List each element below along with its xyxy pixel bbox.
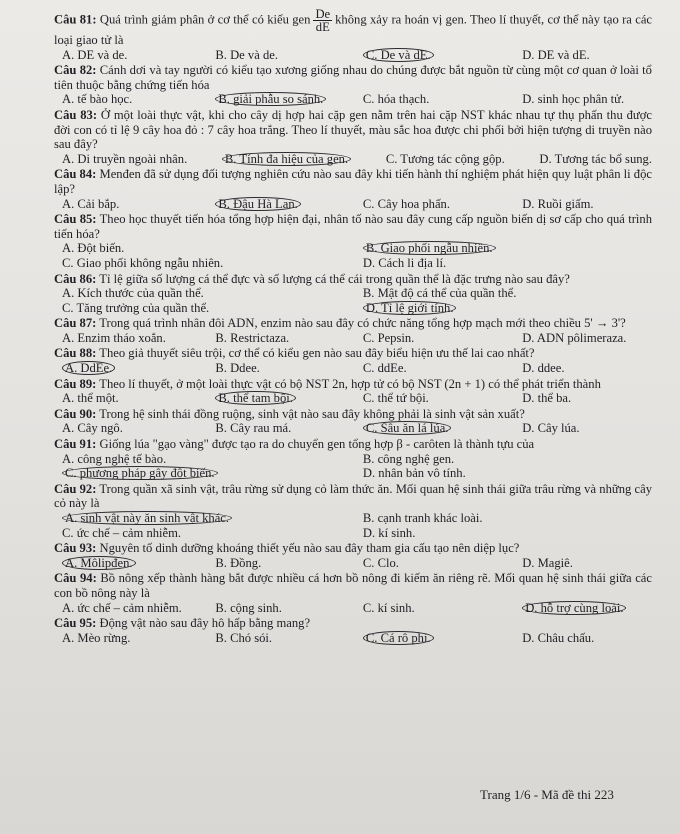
question-text: Quá trình giảm phân ở cơ thể có kiểu gen <box>99 12 311 27</box>
answer-options <box>54 197 652 212</box>
question-text: Cánh dơi và tay người có kiểu tạo xương giống nhau do chúng được bắt nguồn từ cùng một cơ quan ở loài tổ tiên thuộc bằng chứng tiến hóa <box>54 63 652 92</box>
answer-option <box>62 361 215 376</box>
answer-option <box>62 511 363 526</box>
answer-option <box>215 601 363 616</box>
answer-option <box>62 92 215 107</box>
answer-option-label: D. Cây lúa. <box>522 421 580 436</box>
question-block <box>54 437 652 481</box>
answer-option <box>62 197 215 212</box>
question-block <box>54 541 652 570</box>
question-text: Nguyên tố dinh dưỡng khoáng thiết yếu nào sau đây tham gia cấu tạo nên diệp lục? <box>99 541 520 556</box>
answer-option <box>62 48 215 63</box>
answer-option-label: B. Chó sói. <box>215 630 273 645</box>
answer-option <box>363 526 652 541</box>
answer-option-label: B. Mật độ cá thể của quần thể. <box>362 286 517 301</box>
question-stem <box>54 407 652 422</box>
answer-option-label: D. kí sinh. <box>362 525 416 540</box>
answer-option-label: C. ddEe. <box>362 361 407 376</box>
question-text: Tỉ lệ giữa số lượng cá thể đực và số lượng cá thể cái trong quần thể là đặc trưng nào sau đây? <box>99 271 570 286</box>
question-text: Theo giả thuyết siêu trội, cơ thể có kiểu gen nào sau đây biểu hiện ưu thế lai cao nhất? <box>99 346 535 361</box>
question-number: Câu 84: <box>54 167 97 182</box>
answer-option <box>62 556 215 571</box>
answer-option <box>215 421 363 436</box>
answer-options <box>54 286 652 315</box>
question-block <box>54 63 652 107</box>
answer-option-label: A. tế bào học. <box>62 92 133 107</box>
answer-option-label: D. Châu chấu. <box>522 630 595 645</box>
answer-options <box>54 421 652 436</box>
genotype-fraction <box>313 8 332 33</box>
answer-option <box>215 391 363 406</box>
answer-options <box>54 452 652 481</box>
answer-option-label-circled: B. thể tam bội. <box>215 391 296 405</box>
answer-option-label: D. Tương tác bổ sung. <box>539 151 652 166</box>
answer-option <box>363 452 652 467</box>
answer-option <box>215 331 363 346</box>
answer-option-label-circled: C. Sâu ăn lá lúa. <box>363 421 452 435</box>
fraction-denominator: dE <box>315 20 330 34</box>
question-block <box>54 272 652 316</box>
answer-option <box>363 92 522 107</box>
answer-option <box>363 466 652 481</box>
question-number: Câu 94: <box>54 571 97 586</box>
question-stem <box>54 571 652 600</box>
answer-option <box>62 526 363 541</box>
answer-option <box>215 197 363 212</box>
question-block <box>54 377 652 406</box>
question-number: Câu 86: <box>54 271 97 286</box>
answer-option <box>363 48 522 63</box>
answer-option <box>522 361 652 376</box>
question-stem <box>54 346 652 361</box>
question-stem <box>54 316 652 331</box>
answer-option-label: B. công nghệ gen. <box>362 451 455 466</box>
answer-option <box>522 601 652 616</box>
question-number: Câu 85: <box>54 212 97 227</box>
answer-option <box>363 511 652 526</box>
answer-options <box>54 152 652 167</box>
answer-option <box>363 421 522 436</box>
question-stem <box>54 482 652 511</box>
question-list <box>54 8 652 645</box>
answer-option <box>363 361 522 376</box>
answer-option-label: B. Ddee. <box>215 361 260 376</box>
answer-option-label: D. DE và dE. <box>522 47 590 62</box>
answer-option <box>522 556 652 571</box>
answer-option-label-circled: C. phương pháp gây đột biến. <box>62 466 218 480</box>
answer-options <box>54 48 652 63</box>
question-number: Câu 81: <box>54 12 97 27</box>
question-text: Động vật nào sau đây hô hấp bằng mang? <box>99 616 311 631</box>
answer-option-label: A. thể một. <box>62 391 119 406</box>
answer-option-label: A. ức chế – cảm nhiễm. <box>62 600 182 615</box>
question-stem <box>54 616 652 631</box>
question-text: Giống lúa "gạo vàng" được tạo ra do chuyển gen tổng hợp β - carôten là thành tựu của <box>99 437 535 452</box>
question-stem <box>54 272 652 287</box>
answer-option <box>62 631 215 646</box>
question-stem <box>54 212 652 241</box>
answer-option <box>363 631 522 646</box>
answer-option-label: D. Cách li địa lí. <box>362 255 447 270</box>
answer-option <box>62 286 363 301</box>
answer-option <box>62 241 363 256</box>
answer-option <box>62 301 363 316</box>
answer-option-label: C. kí sinh. <box>362 600 415 615</box>
question-text: Trong quá trình nhân đôi ADN, enzim nào sau đây có chức năng tổng hợp mạch mới theo chiều 5' → 3'? <box>99 316 626 331</box>
answer-option-label: A. Kích thước của quần thể. <box>62 286 204 301</box>
answer-option-label-circled: C. De và dE. <box>363 48 434 62</box>
answer-option <box>522 631 652 646</box>
answer-option-label: A. công nghệ tế bào. <box>62 451 167 466</box>
answer-option-label: C. thể tứ bội. <box>362 391 429 406</box>
answer-option-label: B. Cây rau má. <box>215 421 292 436</box>
answer-option-label: C. Pepsin. <box>362 330 415 345</box>
question-block <box>54 108 652 166</box>
answer-options <box>54 361 652 376</box>
question-stem <box>54 167 652 196</box>
answer-option <box>522 391 652 406</box>
answer-option-label: D. Magiê. <box>522 555 573 570</box>
answer-option <box>363 331 522 346</box>
answer-option-label: A. Cải bắp. <box>62 196 120 211</box>
question-text: Ở một loài thực vật, khi cho cây dị hợp hai cặp gen nằm trên hai cặp NST khác nhau tự thụ phấn thu được đời con có tỉ lệ 9 cây hoa đỏ : 7 cây hoa trắng. Theo lí thuyết, màu sắc hoa được chi phối bởi hiện tượng di truyền nào sau đây? <box>54 107 652 152</box>
question-number: Câu 83: <box>54 107 98 122</box>
question-text: Theo lí thuyết, ở một loài thực vật có bộ NST 2n, hợp tử có bộ NST (2n + 1) có thể phát triển thành <box>99 376 601 391</box>
answer-option-label-circled: B. giải phẫu so sánh. <box>215 92 326 106</box>
answer-option <box>62 601 215 616</box>
answer-option-label: B. cộng sinh. <box>215 600 282 615</box>
answer-option-label-circled: A. DdEe. <box>62 361 115 375</box>
answer-option-label: D. nhân bản vô tính. <box>362 466 466 481</box>
question-text: Bồ nông xếp thành hàng bắt được nhiều cá hơn bồ nông đi kiếm ăn riêng rẽ. Mối quan hệ sinh thái giữa các con bồ nông này là <box>54 571 652 600</box>
question-stem <box>54 63 652 92</box>
answer-options <box>54 92 652 107</box>
answer-option <box>522 92 652 107</box>
answer-option-label-circled: D. Tỉ lệ giới tính. <box>363 301 457 315</box>
answer-option <box>215 92 363 107</box>
answer-option <box>522 421 652 436</box>
question-number: Câu 90: <box>54 406 97 421</box>
page-footer: Trang 1/6 - Mã đề thi 223 <box>480 787 614 802</box>
question-stem <box>54 377 652 392</box>
answer-option-label: B. De và de. <box>215 47 278 62</box>
answer-option-label-circled: D. hỗ trợ cùng loài. <box>522 601 626 615</box>
answer-option <box>363 391 522 406</box>
answer-option-label: B. Đồng. <box>215 555 262 570</box>
question-number: Câu 89: <box>54 376 97 391</box>
question-text: Menđen đã sử dụng đối tượng nghiên cứu nào sau đây khi tiến hành thí nghiệm phát hiện quy luật phân li độc lập? <box>54 167 652 196</box>
question-block <box>54 616 652 645</box>
question-number: Câu 88: <box>54 346 97 361</box>
question-number: Câu 82: <box>54 63 97 78</box>
answer-option-label: B. cạnh tranh khác loài. <box>362 511 483 525</box>
answer-option-label-circled: A. Môlipđen. <box>62 556 136 570</box>
answer-option <box>215 361 363 376</box>
answer-option <box>363 197 522 212</box>
question-number: Câu 93: <box>54 541 97 556</box>
answer-option <box>522 48 652 63</box>
answer-option-label: C. hóa thạch. <box>362 92 430 107</box>
answer-options <box>54 331 652 346</box>
answer-option-label: C. Tương tác cộng gộp. <box>385 151 505 166</box>
answer-option <box>363 241 652 256</box>
question-text: Theo học thuyết tiến hóa tổng hợp hiện đại, nhân tố nào sau đây cung cấp nguồn biến dị sơ cấp cho quá trình tiến hóa? <box>54 212 652 241</box>
answer-option <box>62 452 363 467</box>
answer-option <box>363 256 652 271</box>
answer-option-label: C. Giao phối không ngẫu nhiên. <box>62 255 224 270</box>
question-number: Câu 87: <box>54 316 97 331</box>
question-stem <box>54 108 652 152</box>
answer-option <box>62 421 215 436</box>
question-block <box>54 212 652 270</box>
question-block <box>54 407 652 436</box>
question-block <box>54 571 652 615</box>
question-block <box>54 167 652 211</box>
answer-option <box>522 331 652 346</box>
answer-option-label: B. Restrictaza. <box>215 330 290 345</box>
answer-option-label: C. ức chế – cảm nhiễm. <box>62 525 182 540</box>
answer-option-label-circled: B. Đậu Hà Lan. <box>215 197 300 211</box>
answer-option <box>222 152 351 167</box>
question-stem <box>54 437 652 452</box>
answer-option <box>62 466 363 481</box>
question-number: Câu 92: <box>54 481 97 496</box>
answer-options <box>54 391 652 406</box>
answer-option-label: A. DE và de. <box>62 47 128 62</box>
answer-option-label: D. ddee. <box>522 361 565 376</box>
answer-option-label: C. Clo. <box>362 555 399 570</box>
answer-option <box>215 48 363 63</box>
answer-option-label: A. Enzim tháo xoắn. <box>62 330 166 345</box>
answer-option <box>363 601 522 616</box>
answer-option-label-circled: B. Tính đa hiệu của gen. <box>222 152 351 166</box>
answer-option <box>215 631 363 646</box>
answer-option-label: C. Tăng trưởng của quần thể. <box>62 300 210 315</box>
answer-option <box>62 391 215 406</box>
question-block <box>54 8 652 62</box>
answer-option <box>363 301 652 316</box>
answer-option <box>522 197 652 212</box>
answer-option-label-circled: B. Giao phối ngẫu nhiên. <box>363 241 496 255</box>
question-block <box>54 346 652 375</box>
answer-option <box>62 152 187 167</box>
question-text: Trong quần xã sinh vật, trâu rừng sử dụng cỏ làm thức ăn. Mối quan hệ sinh thái giữa trâu rừng và những cây cỏ này là <box>54 481 652 511</box>
question-text: không xảy ra hoán vị gen. Theo lí thuyết, cơ thể này tạo ra các loại giao tử là <box>54 12 652 47</box>
answer-option <box>363 286 652 301</box>
answer-option <box>386 152 505 167</box>
answer-options <box>54 241 652 270</box>
answer-option <box>62 331 215 346</box>
answer-option-label-circled: C. Cá rô phi. <box>363 631 434 645</box>
question-number: Câu 95: <box>54 616 97 631</box>
answer-option-label: C. Cây hoa phấn. <box>362 196 450 211</box>
question-stem <box>54 541 652 556</box>
question-block <box>54 482 652 540</box>
question-text: Trong hệ sinh thái đồng ruộng, sinh vật nào sau đây không phải là sinh vật sản xuất? <box>99 406 525 421</box>
answer-option <box>215 556 363 571</box>
answer-options <box>54 601 652 616</box>
question-block <box>54 316 652 345</box>
answer-option <box>62 256 363 271</box>
answer-option-label: D. Ruồi giấm. <box>522 196 594 211</box>
answer-options <box>54 511 652 540</box>
answer-options <box>54 556 652 571</box>
answer-option-label: A. Di truyền ngoài nhân. <box>62 151 188 166</box>
answer-option-label: D. sinh học phân tử. <box>522 92 625 107</box>
answer-option-label: A. Mèo rừng. <box>62 630 131 645</box>
question-stem <box>54 8 652 48</box>
question-number: Câu 91: <box>54 437 97 452</box>
answer-option-label: D. ADN pôlimeraza. <box>522 330 627 345</box>
answer-option-label: A. Đột biến. <box>62 241 125 256</box>
answer-option-label: D. thể ba. <box>522 391 572 406</box>
answer-options <box>54 631 652 646</box>
fraction-numerator: De <box>315 7 331 21</box>
answer-option-label-circled: A. sinh vật này ăn sinh vật khác. <box>62 511 232 525</box>
answer-option <box>539 152 652 167</box>
answer-option-label: A. Cây ngô. <box>62 421 123 436</box>
answer-option <box>363 556 522 571</box>
